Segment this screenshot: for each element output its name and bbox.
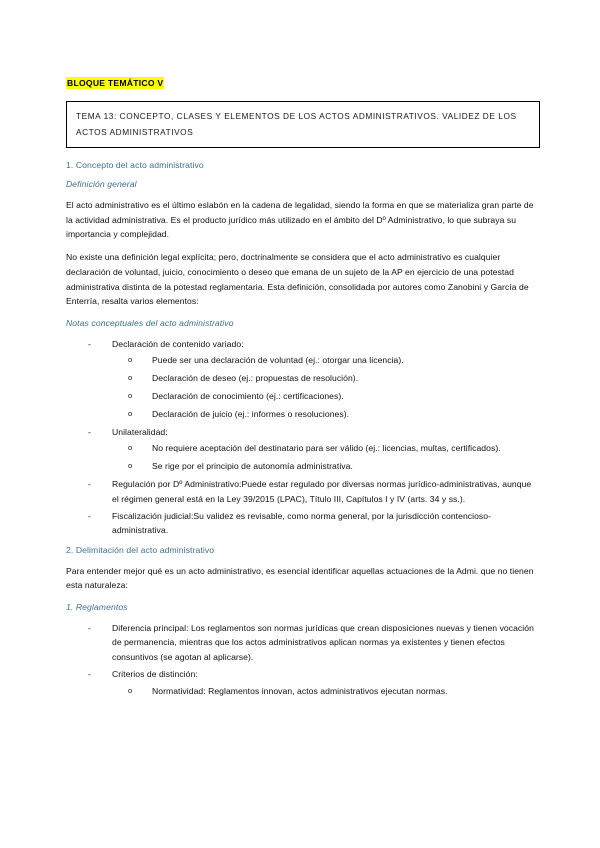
section-2-subheading-reglamentos: 1. Reglamentos xyxy=(66,602,128,613)
tema-title-box xyxy=(66,101,540,148)
circle-bullet-icon: o xyxy=(128,685,133,695)
section-1-paragraph-1: El acto administrativo es el último eslabón en la cadena de legalidad, siendo la forma en que se materializa gran parte de la actividad administrativa. Es el producto jurídico más utilizado en el ámbito del Dº Administrativo, lo que subraya su importancia y complejidad. xyxy=(66,199,534,240)
sub-list-item-label: Puede ser una declaración de voluntad (ej.: otorgar una licencia). xyxy=(152,355,404,366)
list-item-label: Unilateralidad: xyxy=(112,426,168,437)
sub-list-item-label: No requiere aceptación del destinatario para ser válido (ej.: licencias, multas, certificados). xyxy=(152,443,501,454)
sub-list-item-label: Declaración de conocimiento (ej.: certificaciones). xyxy=(152,391,344,402)
section-1-heading: 1. Concepto del acto administrativo xyxy=(66,159,204,170)
sub-list-item xyxy=(112,371,540,386)
list-item xyxy=(66,477,540,507)
dash-bullet-icon: - xyxy=(88,622,91,633)
sub-list xyxy=(112,353,540,421)
sub-list-item-label: Declaración de deseo (ej.: propuestas de resolución). xyxy=(152,373,359,384)
document-body xyxy=(66,72,540,698)
sub-list-item xyxy=(112,684,540,699)
section-1-subheading-definicion: Definición general xyxy=(66,179,137,190)
circle-bullet-icon: o xyxy=(128,373,133,383)
list-item xyxy=(66,509,540,539)
list-item xyxy=(66,337,540,422)
dash-bullet-icon: - xyxy=(88,426,91,437)
sub-list-item xyxy=(112,407,540,422)
circle-bullet-icon: o xyxy=(128,443,133,453)
circle-bullet-icon: o xyxy=(128,408,133,418)
circle-bullet-icon: o xyxy=(128,461,133,471)
sub-list-item xyxy=(112,389,540,404)
dash-bullet-icon: - xyxy=(88,478,91,489)
block-heading-row xyxy=(66,72,540,91)
section-2-paragraph-1: Para entender mejor qué es un acto administrativo, es esencial identificar aquellas actuaciones de la Admi. que no tienen esta naturaleza: xyxy=(66,565,534,591)
sub-list-item xyxy=(112,459,540,474)
dash-bullet-icon: - xyxy=(88,668,91,679)
block-heading: BLOQUE TEMÁTICO V xyxy=(67,78,164,88)
list-item-label: Declaración de contenido variado: xyxy=(112,338,244,349)
sub-list-item-label: Normatividad: Reglamentos innovan, actos administrativos ejecutan normas. xyxy=(152,685,448,696)
list-item-label: Fiscalización judicial:Su validez es revisable, como norma general, por la jurisdicción contencioso-administrativa. xyxy=(112,510,492,536)
sub-list-item-label: Se rige por el principio de autonomía administrativa. xyxy=(152,461,353,472)
section-2-heading: 2. Delimitación del acto administrativo xyxy=(66,545,215,556)
sub-list-item xyxy=(112,353,540,368)
circle-bullet-icon: o xyxy=(128,391,133,401)
circle-bullet-icon: o xyxy=(128,355,133,365)
section-1-list xyxy=(66,337,540,538)
section-2-list xyxy=(66,621,540,699)
section-1-subheading-notas: Notas conceptuales del acto administrativo xyxy=(66,318,234,329)
sub-list-item-label: Declaración de juicio (ej.: informes o resoluciones). xyxy=(152,408,350,419)
list-item xyxy=(66,667,540,699)
list-item-label: Regulación por Dº Administrativo:Puede estar regulado por diversas normas jurídico-administrativas, aunque el régimen general está en la Ley 39/2015 (LPAC), Título III, Capítulos I y IV (arts. 34 y ss.). xyxy=(112,478,532,504)
tema-title-text: TEMA 13: CONCEPTO, CLASES Y ELEMENTOS DE LOS ACTOS ADMINISTRATIVOS. VALIDEZ DE LOS ACTOS ADMINISTRATIVOS xyxy=(76,111,517,137)
list-item xyxy=(66,621,540,665)
list-item-label: Diferencia principal: Los reglamentos son normas jurídicas que crean disposiciones nuevas y tienen vocación de permanencia, mientras que los actos administrativos aplican normas ya existentes y tienen efectos consuntivos (se agotan al aplicarse). xyxy=(112,622,534,663)
list-item-label: Criterios de distinción: xyxy=(112,668,198,679)
dash-bullet-icon: - xyxy=(88,510,91,521)
dash-bullet-icon: - xyxy=(88,338,91,349)
list-item xyxy=(66,425,540,474)
sub-list-item xyxy=(112,441,540,456)
sub-list xyxy=(112,441,540,474)
sub-list xyxy=(112,684,540,699)
section-1-paragraph-2: No existe una definición legal explícita; pero, doctrinalmente se considera que el acto administrativo es cualquier declaración de voluntad, juicio, conocimiento o deseo que emana de un sujeto de la AP en ejercicio de una potestad administrativa distinta de la potestad reglamentaria. Esta definición, consolidada por autores como Zanobini y García de Enterría, resalta varios elementos: xyxy=(66,252,529,307)
